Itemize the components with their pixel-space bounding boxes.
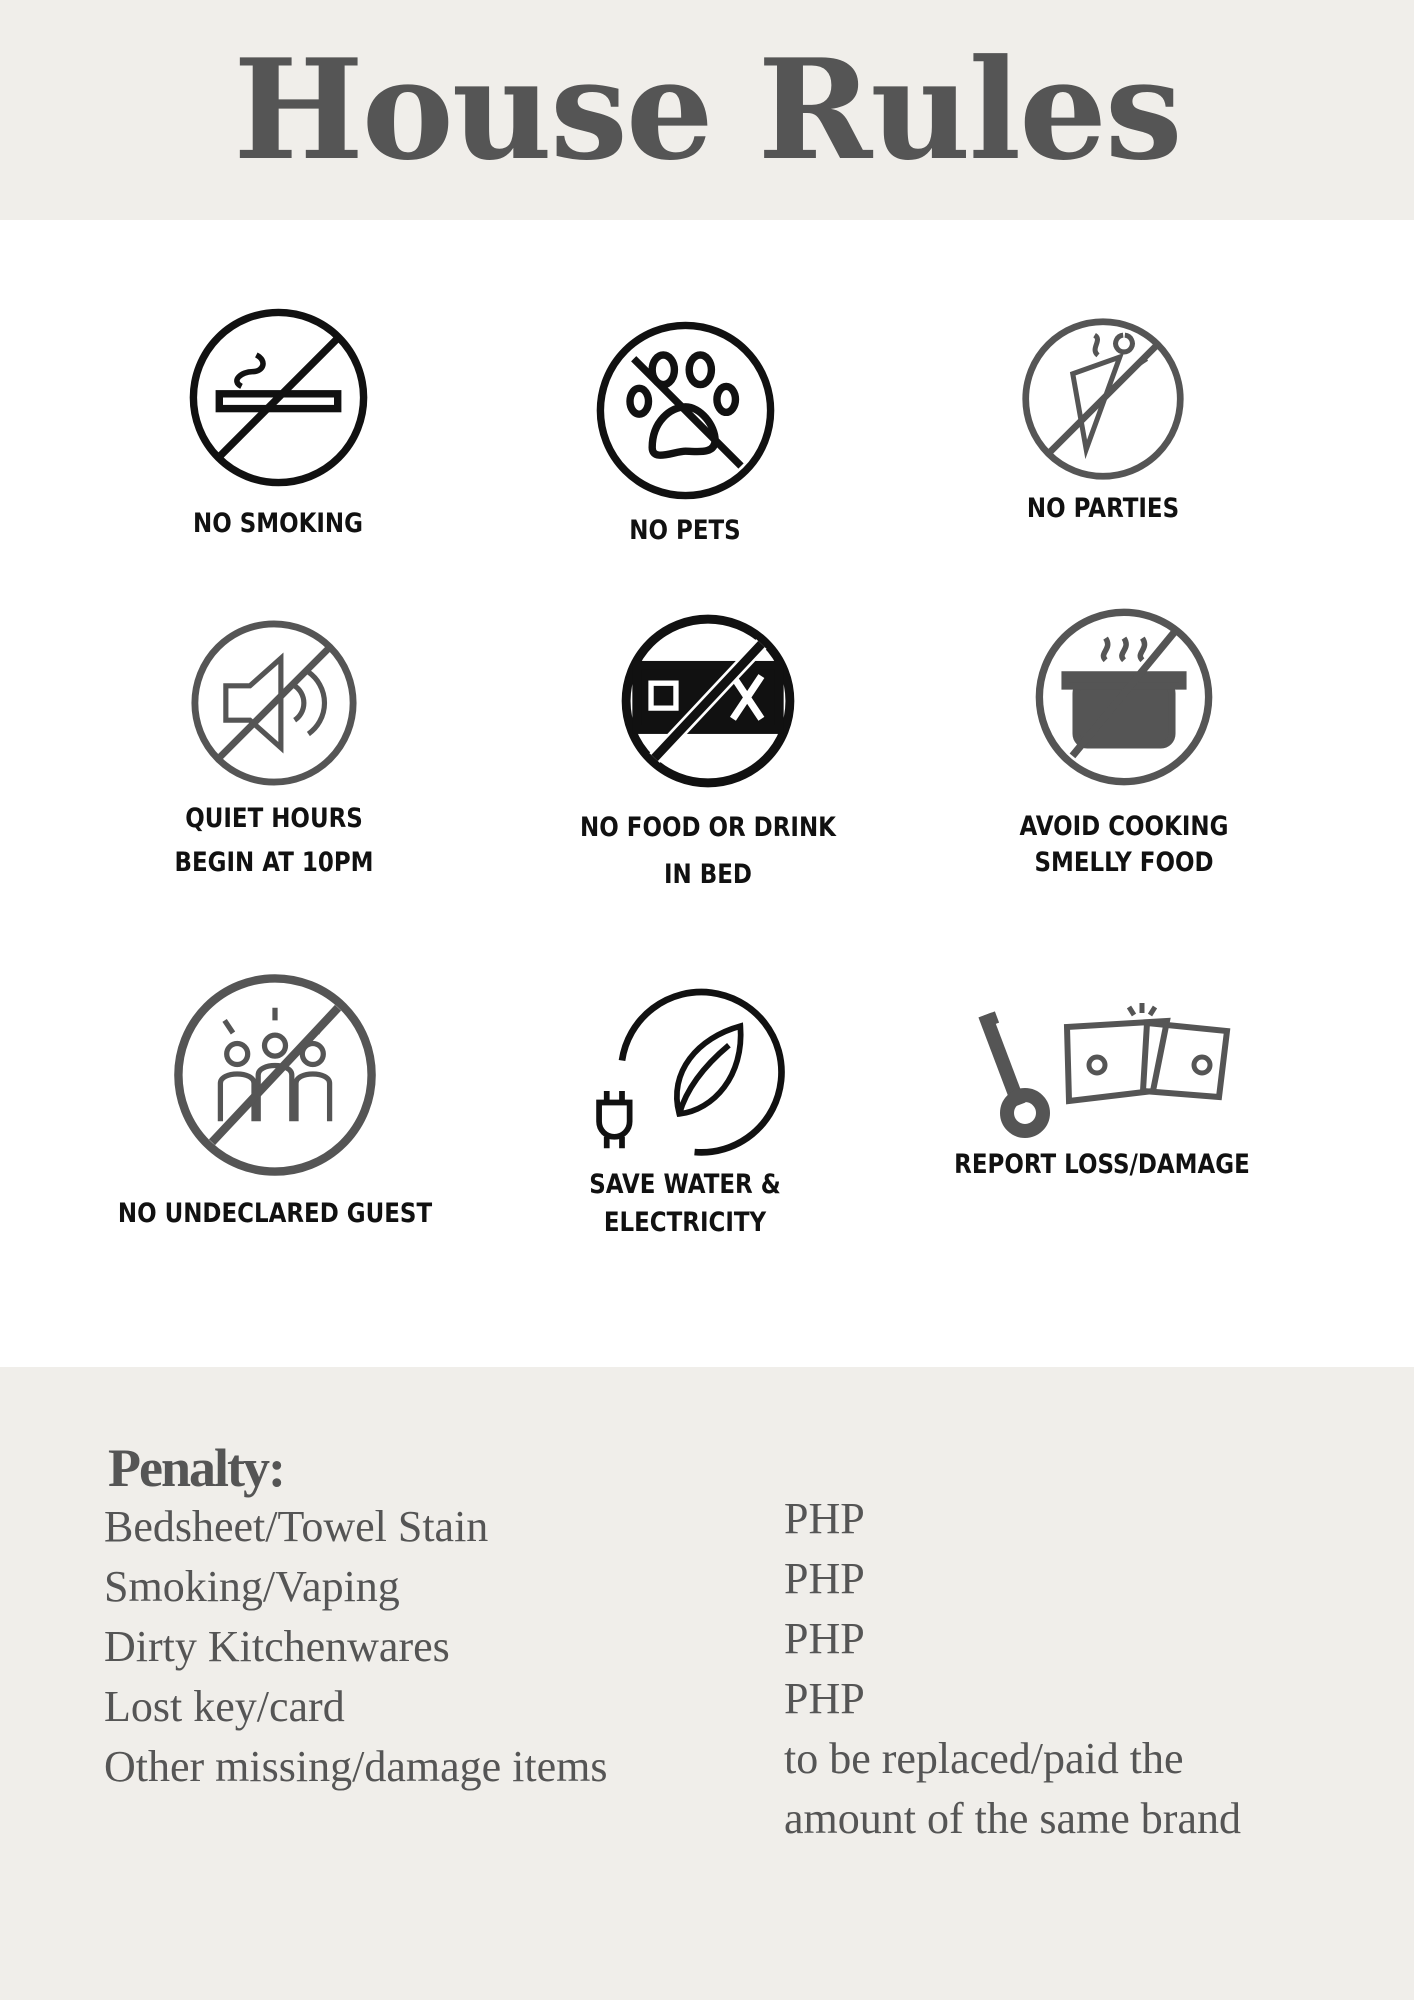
no-cooking-pot-icon (1032, 605, 1216, 789)
penalty-item: Bedsheet/Towel Stain (104, 1502, 489, 1551)
rule-label: NO PETS (629, 515, 741, 546)
rule-label: NO UNDECLARED GUEST (117, 1198, 433, 1229)
penalty-item: Lost key/card (104, 1682, 345, 1731)
header-band (0, 0, 1414, 220)
rule-no-smoking (78, 305, 478, 544)
rule-label-line: QUIET HOURS (185, 803, 363, 834)
rule-no-undeclared-guest (75, 970, 475, 1234)
page-title: House Rules (233, 28, 1181, 191)
penalty-amounts (784, 1489, 1264, 1849)
penalty-item: Dirty Kitchenwares (104, 1622, 450, 1671)
penalty-amount: PHP (784, 1614, 865, 1663)
no-pets-icon (593, 318, 778, 503)
no-smoking-icon (186, 305, 371, 490)
penalty-amount: PHP (784, 1554, 865, 1603)
rule-label: REPORT LOSS/DAMAGE (954, 1149, 1250, 1180)
rule-quiet-hours (74, 617, 474, 885)
rule-label-line: ELECTRICITY (603, 1207, 767, 1238)
rule-no-pets (485, 318, 885, 551)
key-torn-money-icon (957, 995, 1247, 1145)
no-guests-icon (170, 970, 380, 1180)
rule-label-line: AVOID COOKING (1019, 811, 1229, 842)
rule-save-water-electricity (485, 980, 885, 1242)
rule-label: NO SMOKING (193, 508, 363, 539)
no-food-in-bed-icon (619, 612, 797, 790)
rule-label-line: NO FOOD OR DRINK (580, 812, 836, 843)
penalty-section (0, 1367, 1414, 2000)
eco-leaf-plug-icon (580, 980, 790, 1160)
rule-avoid-smelly-food (924, 605, 1324, 881)
rule-label-line: SMELLY FOOD (1034, 847, 1214, 878)
penalty-amount: PHP (784, 1494, 865, 1543)
penalty-title: Penalty: (108, 1438, 284, 1498)
rule-label-line: SAVE WATER & (589, 1169, 781, 1200)
penalty-item: Other missing/damage items (104, 1742, 608, 1791)
penalty-item: Smoking/Vaping (104, 1562, 400, 1611)
rule-no-food-in-bed (508, 612, 908, 898)
no-parties-icon (1019, 315, 1187, 483)
penalty-amount: to be replaced/paid the amount of the same brand (784, 1734, 1241, 1843)
penalty-items (104, 1497, 607, 1797)
rule-no-parties (903, 315, 1303, 529)
rule-label-line: IN BED (664, 859, 752, 890)
no-sound-icon (188, 617, 360, 789)
rule-label-line: BEGIN AT 10PM (174, 847, 374, 878)
rule-label: NO PARTIES (1026, 493, 1180, 524)
rule-report-loss-damage (902, 995, 1302, 1185)
penalty-amount: PHP (784, 1674, 865, 1723)
